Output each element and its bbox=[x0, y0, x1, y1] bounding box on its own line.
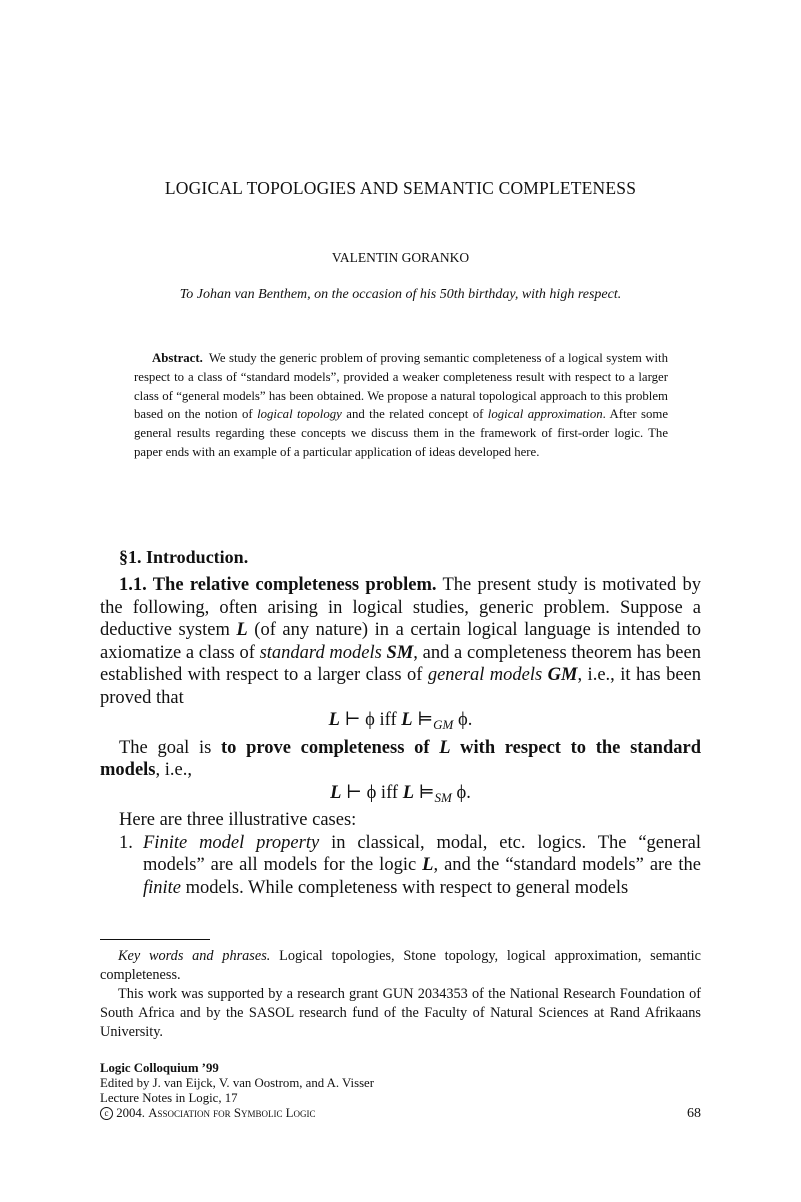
list-item-number: 1. bbox=[119, 832, 133, 853]
formula-general bbox=[100, 709, 701, 737]
text-run: models. While completeness with respect to general models bbox=[181, 877, 629, 898]
editors: Edited by J. van Eijck, V. van Oostrom, and A. Visser bbox=[100, 1076, 374, 1090]
footnotes bbox=[100, 947, 701, 1042]
text-run: The goal is bbox=[119, 737, 221, 758]
term-finite: finite bbox=[143, 877, 182, 898]
symbol-L: L bbox=[401, 710, 413, 730]
symbol-GM: GM bbox=[547, 665, 578, 685]
dedication: To Johan van Benthem, on the occasion of his 50th birthday, with high respect. bbox=[179, 287, 622, 302]
section-heading bbox=[119, 547, 248, 568]
keywords-text: Logical topologies, Stone topology, logical approximation, semantic completeness. bbox=[100, 948, 701, 983]
symbol-L: L bbox=[330, 782, 342, 803]
footnote-divider bbox=[100, 939, 210, 940]
paragraph-goal bbox=[100, 737, 701, 782]
section-number: §1. bbox=[119, 547, 142, 567]
models-symbol: ⊨ bbox=[412, 710, 434, 730]
abstract-term-logical-topology: logical topology bbox=[257, 407, 342, 422]
term-finite-model-property: Finite model property bbox=[143, 832, 320, 853]
main-body bbox=[100, 574, 701, 899]
abstract-text-a: We study the generic problem of proving semantic completeness of a logical system with respect to a class of “standard models”, provided a weaker completeness result with respect to a larger class of “general models” has been obtained. We propose a natural topological approach to this problem based on the notion of bbox=[134, 351, 668, 422]
series-volume: Lecture Notes in Logic, 17 bbox=[100, 1091, 238, 1105]
copyright-icon: c bbox=[100, 1107, 113, 1120]
formula-part: ⊢ ϕ iff bbox=[341, 782, 403, 803]
text-run: The present study is motivated by the following, often arising in logical studies, generic problem. Suppose a deductive system bbox=[100, 575, 701, 640]
copyright-line bbox=[100, 1106, 701, 1121]
abstract-text-b: and the related concept of bbox=[341, 407, 488, 422]
symbol-L: L bbox=[236, 620, 248, 640]
paragraph-cases-intro: Here are three illustrative cases: bbox=[119, 810, 357, 830]
symbol-L: L bbox=[402, 782, 414, 803]
colophon bbox=[100, 1061, 701, 1121]
term-standard-models: standard models bbox=[259, 642, 382, 663]
abstract-term-logical-approximation: logical approximation bbox=[487, 407, 603, 422]
text-run: , i.e., it has been proved that bbox=[100, 665, 701, 708]
text-run: (of any nature) in a certain logical language is intended to axiomatize a class of bbox=[100, 620, 701, 663]
text-run: , and the “standard models” are the bbox=[433, 855, 701, 875]
symbol-L: L bbox=[422, 855, 434, 875]
formula-part: ϕ. bbox=[453, 710, 473, 730]
formula-subscript: SM bbox=[434, 789, 452, 805]
symbol-L: L bbox=[328, 710, 340, 730]
symbol-SM: SM bbox=[386, 642, 414, 663]
publisher: Association for Symbolic Logic bbox=[148, 1106, 316, 1120]
paper-title: LOGICAL TOPOLOGIES AND SEMANTIC COMPLETENESS bbox=[164, 178, 637, 198]
series-name: Logic Colloquium ’99 bbox=[100, 1061, 219, 1075]
text-bold: to prove completeness of bbox=[220, 737, 440, 758]
text-run: in classical, modal, etc. logics. The “general models” are all models for the logic bbox=[143, 832, 701, 875]
formula-subscript: GM bbox=[433, 717, 454, 732]
formula-part: ϕ. bbox=[451, 782, 471, 803]
copyright-year: 2004. bbox=[116, 1106, 145, 1120]
formula-part: ⊢ ϕ iff bbox=[339, 710, 402, 730]
term-general-models: general models bbox=[427, 665, 543, 685]
footnote-keywords bbox=[100, 947, 701, 985]
subsection-label: 1.1. The relative completeness problem. bbox=[119, 575, 437, 595]
abstract-text-c: . After some general results regarding these concepts we discuss them in the framework of first-order logic. The paper ends with an example of a particular application of ideas developed here. bbox=[134, 407, 669, 459]
paragraph-problem bbox=[100, 574, 701, 709]
text-bold: with respect to the standard models bbox=[100, 737, 702, 780]
models-symbol: ⊨ bbox=[414, 782, 435, 803]
section-title: Introduction. bbox=[146, 547, 249, 567]
symbol-L: L bbox=[439, 737, 451, 758]
abstract-label: Abstract. bbox=[152, 351, 203, 365]
page-number: 68 bbox=[687, 1106, 701, 1121]
abstract bbox=[134, 349, 668, 462]
author-name: VALENTIN GORANKO bbox=[331, 250, 470, 265]
text-run: , i.e., bbox=[155, 760, 192, 780]
list-item bbox=[100, 832, 701, 900]
formula-standard bbox=[100, 782, 701, 810]
footnote-support: This work was supported by a research grant GUN 2034353 of the National Research Foundation of South Africa and by the SASOL research fund of the Faculty of Natural Sciences at Rand Afrikaans University. bbox=[100, 986, 701, 1040]
text-run: , and a completeness theorem has been established with respect to a larger class of bbox=[100, 642, 701, 685]
keywords-label: Key words and phrases. bbox=[118, 948, 271, 964]
